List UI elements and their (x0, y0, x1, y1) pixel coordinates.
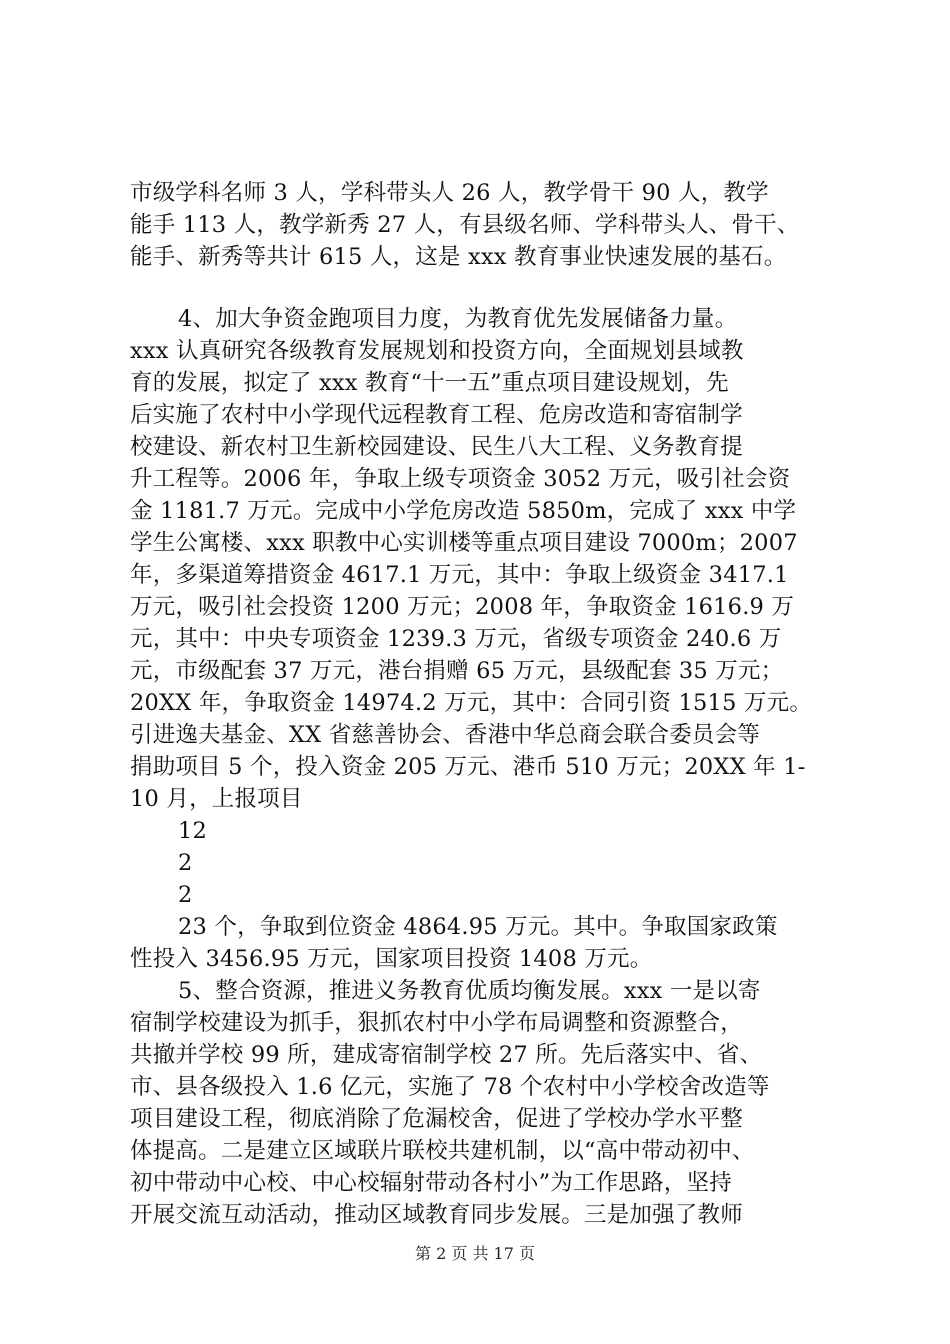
text-line: 宿制学校建设为抓手，狠抓农村中小学布局调整和资源整合， (130, 1010, 743, 1036)
stray-number: 2 (178, 882, 193, 908)
text-line: 市、县各级投入 1.6 亿元，实施了 78 个农村中小学校舍改造等 (130, 1074, 770, 1100)
text-line: 23 个，争取到位资金 4864.95 万元。其中。争取国家政策 (178, 914, 778, 940)
text-line: 金 1181.7 万元。完成中小学危房改造 5850m，完成了 xxx 中学 (130, 498, 797, 524)
text-line: 育的发展，拟定了 xxx 教育“十一五”重点项目建设规划，先 (130, 370, 729, 396)
paragraph-c (130, 911, 830, 975)
text-line: 共撤并学校 99 所，建成寄宿制学校 27 所。先后落实中、省、 (130, 1042, 763, 1068)
text-line: 万元，吸引社会投资 1200 万元；2008 年，争取资金 1616.9 万 (130, 594, 795, 620)
text-line: 升工程等。2006 年，争取上级专项资金 3052 万元，吸引社会资 (130, 466, 791, 492)
text-line: 后实施了农村中小学现代远程教育工程、危房改造和寄宿制学 (130, 402, 743, 428)
text-line: 性投入 3456.95 万元，国家项目投资 1408 万元。 (130, 946, 653, 972)
paragraph-spacer (130, 273, 830, 303)
stray-numbers (130, 815, 830, 911)
text-line: 元，市级配套 37 万元，港台捐赠 65 万元，县级配套 35 万元； (130, 658, 784, 684)
text-line: 20XX 年，争取资金 14974.2 万元，其中：合同引资 1515 万元。 (130, 690, 813, 716)
text-line: 能手、新秀等共计 615 人，这是 xxx 教育事业快速发展的基石。 (130, 244, 787, 270)
text-line: xxx 认真研究各级教育发展规划和投资方向，全面规划县域教 (130, 338, 744, 364)
stray-number: 2 (178, 850, 193, 876)
text-line: 开展交流互动活动，推动区域教育同步发展。三是加强了教师 (130, 1202, 743, 1228)
page-indicator: 第 2 页 共 17 页 (415, 1244, 535, 1263)
text-line: 年，多渠道筹措资金 4617.1 万元，其中：争取上级资金 3417.1 (130, 562, 789, 588)
text-line: 项目建设工程，彻底消除了危漏校舍，促进了学校办学水平整 (130, 1106, 743, 1132)
text-line: 能手 113 人，教学新秀 27 人，有县级名师、学科带头人、骨干、 (130, 212, 800, 238)
text-line: 10 月，上报项目 (130, 786, 303, 812)
text-line: 学生公寓楼、xxx 职教中心实训楼等重点项目建设 7000m；2007 (130, 530, 798, 556)
text-line: 初中带动中心校、中心校辐射带动各村小”为工作思路，坚持 (130, 1170, 732, 1196)
text-line: 市级学科名师 3 人，学科带头人 26 人，教学骨干 90 人，教学 (130, 180, 769, 206)
text-line: 4、加大争资金跑项目力度，为教育优先发展储备力量。 (178, 306, 738, 332)
text-line: 元，其中：中央专项资金 1239.3 万元，省级专项资金 240.6 万 (130, 626, 782, 652)
paragraph-d (130, 975, 830, 1231)
text-line: 捐助项目 5 个，投入资金 205 万元、港币 510 万元；20XX 年 1- (130, 754, 806, 780)
text-line: 体提高。二是建立区域联片联校共建机制，以“高中带动初中、 (130, 1138, 755, 1164)
page-footer (0, 1244, 950, 1264)
document-body (130, 177, 830, 1231)
stray-number: 12 (178, 818, 208, 844)
text-line: 校建设、新农村卫生新校园建设、民生八大工程、义务教育提 (130, 434, 743, 460)
paragraph-b (130, 303, 830, 815)
paragraph-a (130, 177, 830, 273)
text-line: 引进逸夫基金、XX 省慈善协会、香港中华总商会联合委员会等 (130, 722, 760, 748)
text-line: 5、整合资源，推进义务教育优质均衡发展。xxx 一是以寄 (178, 978, 761, 1004)
